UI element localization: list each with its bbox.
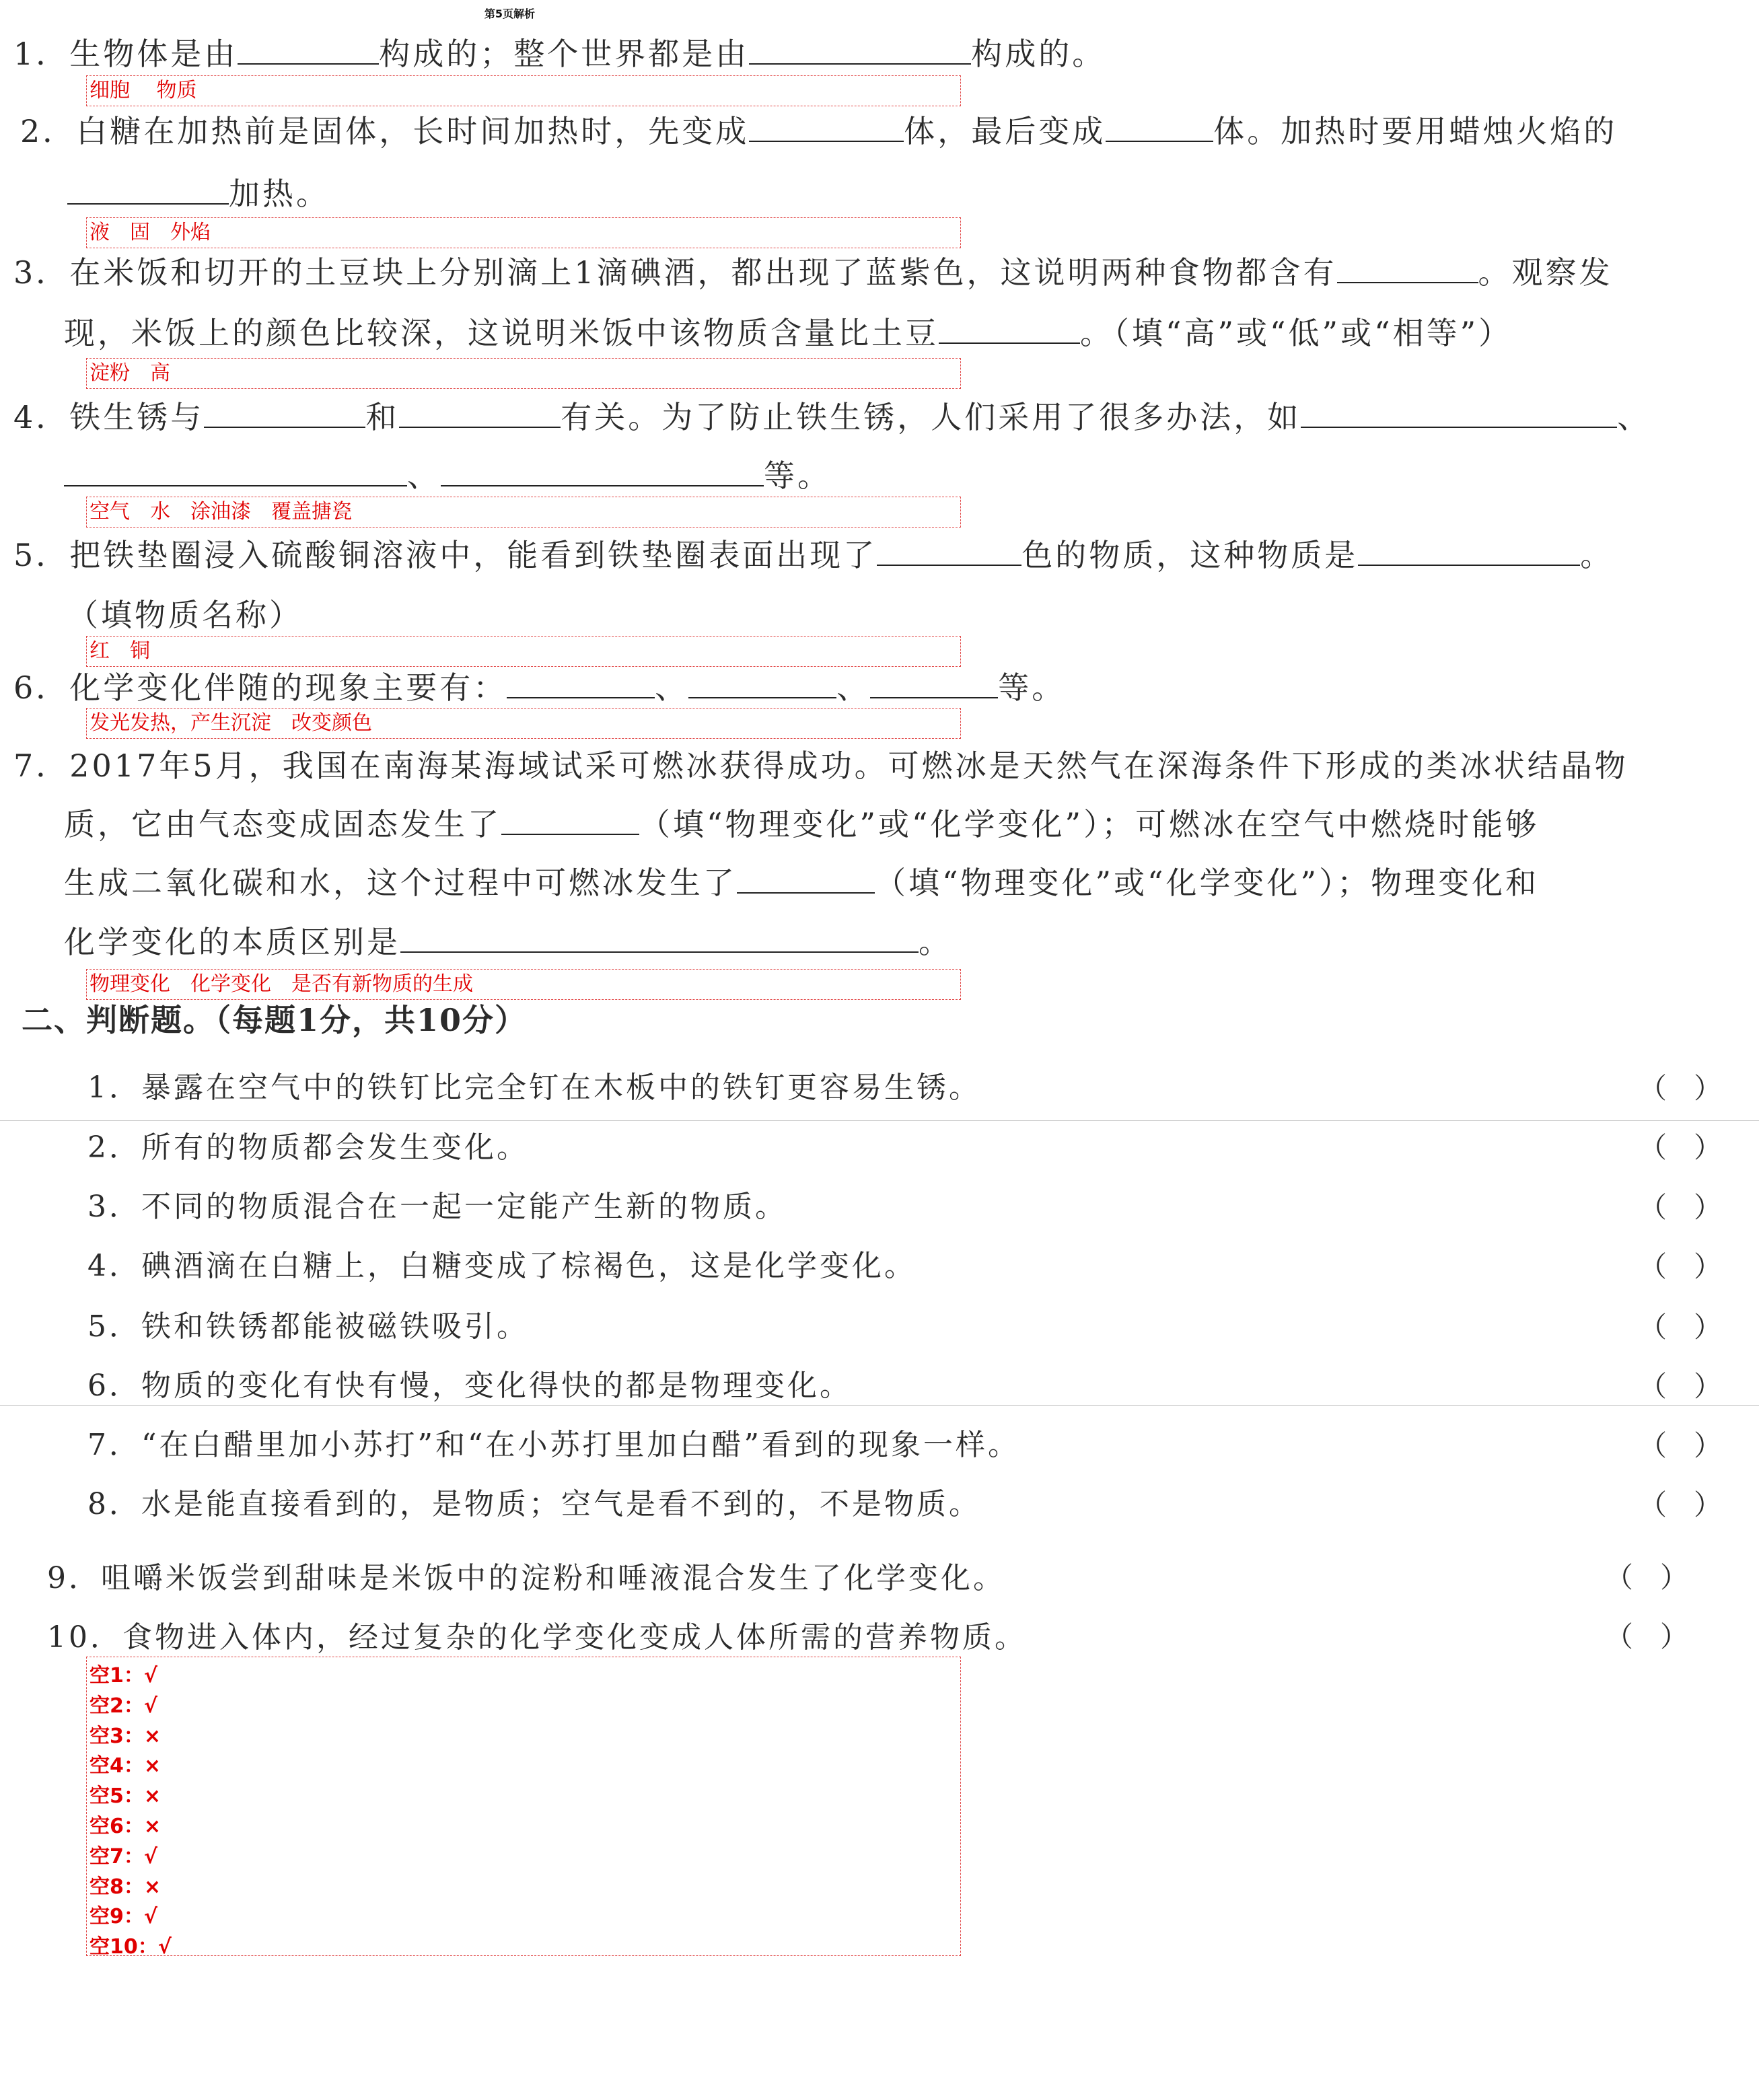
fill-question-7-line-3: 生成二氧化碳和水，这个过程中可燃冰发生了 （填“物理变化”或“化学变化”）；物理变化和 (64, 865, 1540, 901)
answer-parentheses: （） (1605, 1620, 1716, 1653)
answer-parentheses: （） (1639, 1311, 1750, 1344)
fill-question-3-cont: 现，米饭上的颜色比较深，这说明米饭中该物质含量比土豆 。（填“高”或“低”或“相等”） (64, 315, 1513, 351)
blank (507, 670, 655, 698)
fill-question-2-cont: 加热。 (67, 174, 330, 214)
fill-question-6: 6．化学变化伴随的现象主要有： 、 、 等。 (13, 669, 1066, 706)
fill-question-1: 1．生物体是由 构成的；整个世界都是由 构成的。 (13, 36, 1106, 72)
answer-box-5: 红 铜 (86, 636, 961, 667)
blank (399, 400, 561, 428)
answer-box-2: 液 固 外焰 (86, 217, 961, 248)
judge-item-4: 4．碘酒滴在白糖上，白糖变成了棕褐色，这是化学变化。 (87, 1249, 917, 1283)
fill-question-2: 2．白糖在加热前是固体，长时间加热时，先变成 体，最后变成 体。加热时要用蜡烛火焰的 (20, 113, 1618, 149)
blank (939, 316, 1080, 344)
blank (67, 176, 229, 205)
fill-question-7-line-1: 7．2017年5月，我国在南海某海域试采可燃冰获得成功。可燃冰是天然气在深海条件下形成的类冰状结晶物 (13, 748, 1628, 784)
blank (441, 458, 764, 486)
fill-question-5-cont: （填物质名称） (67, 597, 303, 633)
blank (238, 36, 379, 65)
fill-question-7-line-2: 质，它由气态变成固态发生了 （填“物理变化”或“化学变化”）；可燃冰在空气中燃烧时能够 (64, 806, 1540, 842)
blank (1358, 538, 1580, 566)
blank (749, 36, 971, 65)
judge-item-9: 9．咀嚼米饭尝到甜味是米饭中的淀粉和唾液混合发生了化学变化。 (47, 1561, 1005, 1595)
answer-box-6: 发光发热，产生沉淀 改变颜色 (86, 708, 961, 739)
judge-item-5: 5．铁和铁锈都能被磁铁吸引。 (87, 1309, 529, 1344)
fill-question-7-line-4: 化学变化的本质区别是 。 (64, 924, 952, 960)
judge-answer: 空8：× (89, 1875, 161, 1899)
answer-box-3: 淀粉 高 (86, 358, 961, 389)
judge-answer: 空9：√ (89, 1905, 157, 1929)
judge-answer: 空5：× (89, 1784, 161, 1809)
judge-answer: 空7：√ (89, 1844, 157, 1869)
fill-question-4: 4．铁生锈与 和 有关。为了防止铁生锈，人们采用了很多办法，如 、 (13, 399, 1651, 435)
blank (501, 807, 639, 835)
blank (737, 865, 875, 894)
fill-question-4-cont: 、 等。 (64, 456, 831, 496)
blank (1106, 114, 1213, 142)
blank (877, 538, 1021, 566)
blank (1337, 255, 1478, 283)
judge-item-10: 10．食物进入体内，经过复杂的化学变化变成人体所需的营养物质。 (47, 1620, 1027, 1655)
fill-question-3: 3．在米饭和切开的土豆块上分别滴上1滴碘酒，都出现了蓝紫色，这说明两种食物都含有 。观察发 (13, 254, 1613, 291)
blank (749, 114, 904, 142)
blank (1301, 400, 1617, 428)
blank (204, 400, 365, 428)
answer-parentheses: （） (1639, 1250, 1750, 1283)
judge-answer: 空2：√ (89, 1694, 157, 1718)
judge-item-1: 1．暴露在空气中的铁钉比完全钉在木板中的铁钉更容易生锈。 (87, 1071, 981, 1105)
blank (870, 670, 998, 698)
answer-parentheses: （） (1605, 1561, 1716, 1594)
judge-item-6: 6．物质的变化有快有慢，变化得快的都是物理变化。 (87, 1369, 852, 1403)
judge-answer: 空1：√ (89, 1664, 157, 1688)
judge-item-7: 7．“在白醋里加小苏打”和“在小苏打里加白醋”看到的现象一样。 (87, 1428, 1020, 1462)
answer-parentheses: （） (1639, 1191, 1750, 1224)
page-header: 第5页解析 (484, 7, 536, 20)
judge-item-8: 8．水是能直接看到的，是物质；空气是看不到的，不是物质。 (87, 1487, 981, 1521)
answer-box-1: 细胞 物质 (86, 75, 961, 106)
judge-answer: 空3：× (89, 1724, 161, 1748)
judge-item-2: 2．所有的物质都会发生变化。 (87, 1130, 529, 1165)
scan-line (0, 1120, 1759, 1121)
judge-answer: 空4：× (89, 1754, 161, 1778)
answer-parentheses: （） (1639, 1370, 1750, 1403)
blank (400, 925, 919, 953)
section-title-judgement: 二、判断题。（每题1分，共10分） (22, 1002, 528, 1038)
judge-answer: 空10：√ (89, 1935, 172, 1959)
answer-parentheses: （） (1639, 1429, 1750, 1462)
answer-box-7: 物理变化 化学变化 是否有新物质的生成 (86, 969, 961, 1000)
judge-item-3: 3．不同的物质混合在一起一定能产生新的物质。 (87, 1190, 787, 1224)
blank (64, 458, 407, 486)
judgement-answer-box (86, 1657, 961, 1959)
blank (688, 670, 836, 698)
scan-line (0, 1405, 1759, 1406)
answer-parentheses: （） (1639, 1131, 1750, 1164)
judge-answer: 空6：× (89, 1814, 161, 1838)
fill-question-5: 5．把铁垫圈浸入硫酸铜溶液中，能看到铁垫圈表面出现了 色的物质，这种物质是 。 (13, 537, 1614, 573)
answer-parentheses: （） (1639, 1072, 1750, 1105)
answer-box-4: 空气 水 涂油漆 覆盖搪瓷 (86, 497, 961, 528)
answer-parentheses: （） (1639, 1488, 1750, 1521)
